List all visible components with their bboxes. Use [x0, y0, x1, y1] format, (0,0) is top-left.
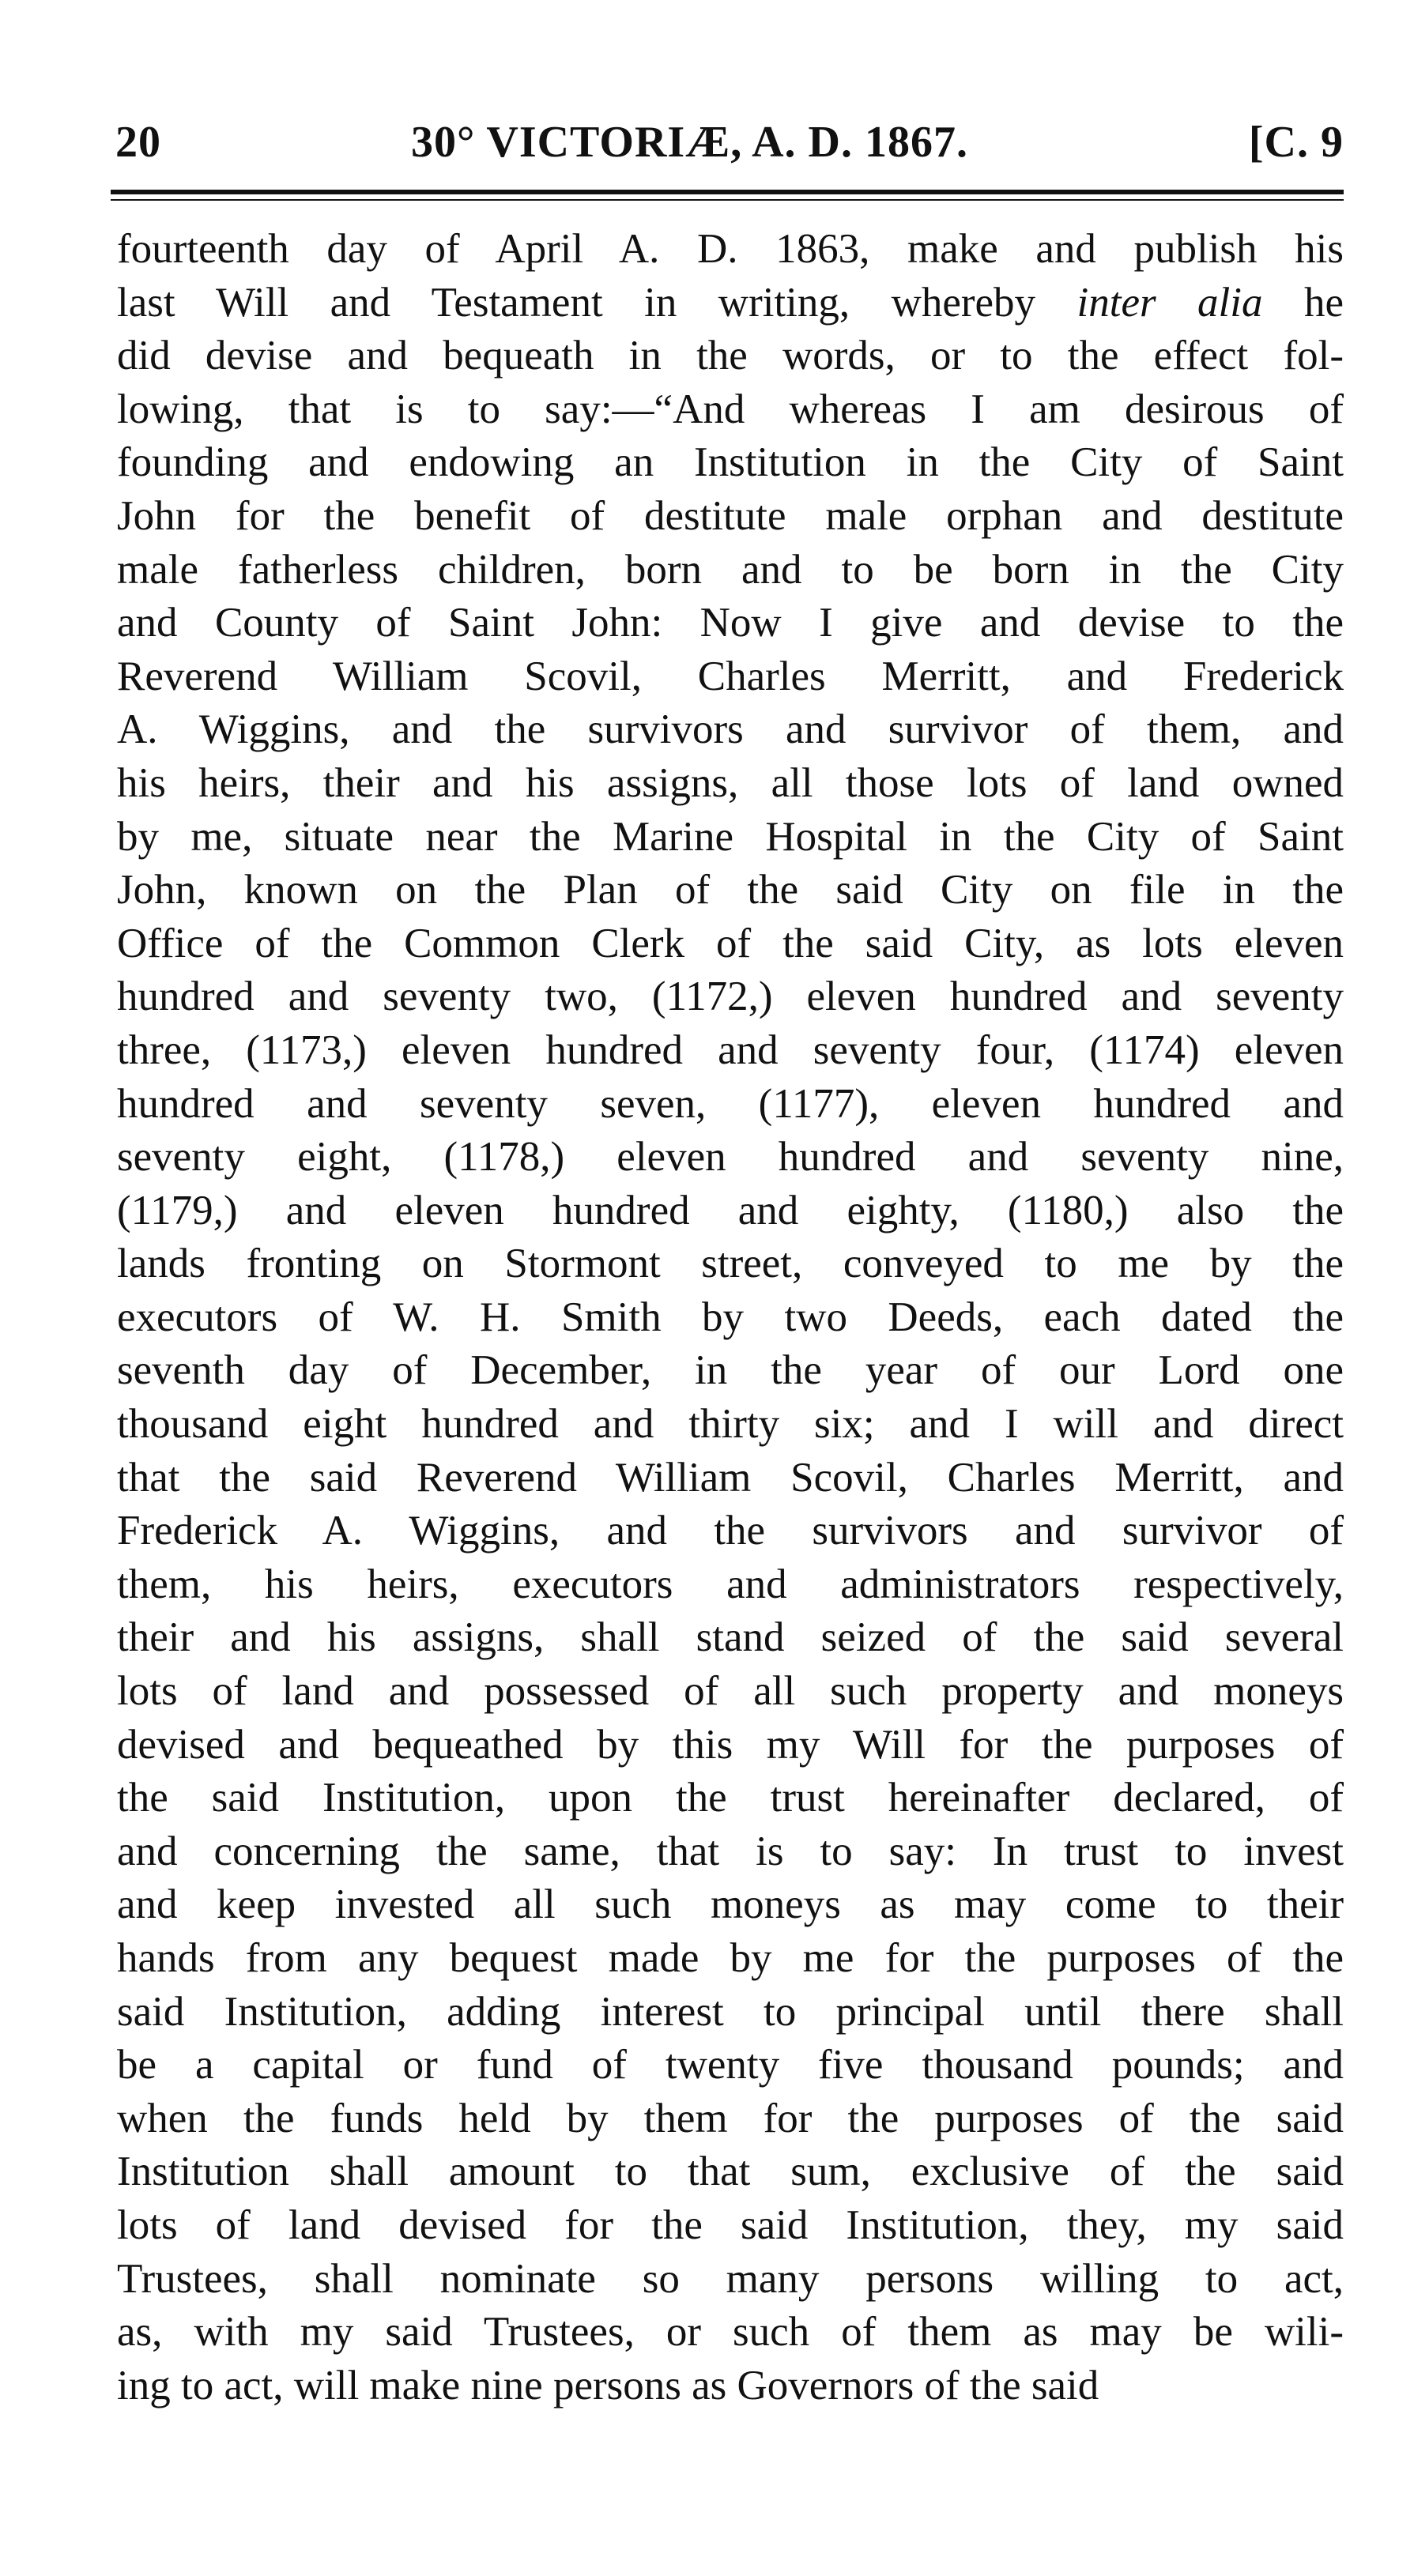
text-line [117, 1505, 1344, 1558]
header-rule-thin [111, 199, 1344, 201]
text-line [117, 2253, 1344, 2307]
text-line [117, 917, 1344, 971]
text-line [117, 703, 1344, 757]
text-segment: be a capital or fund of twenty five thousand pounds; and [117, 2042, 1344, 2088]
text-segment: ing to act, will make nine persons as Governors of the said [117, 2362, 1099, 2408]
text-segment: three, (1173,) eleven hundred and seventy four, (1174) eleven [117, 1026, 1344, 1073]
text-segment: said Institution, adding interest to principal until there shall [117, 1988, 1344, 2035]
text-segment: lowing, that is to say:—“And whereas I am desirous of [117, 386, 1344, 432]
text-line [117, 1398, 1344, 1452]
text-segment: hundred and seventy seven, (1177), eleven hundred and [117, 1080, 1344, 1127]
text-line [117, 650, 1344, 704]
text-line [117, 1878, 1344, 1932]
text-line [117, 811, 1344, 864]
text-line [117, 1291, 1344, 1345]
text-line [117, 223, 1344, 277]
text-line [117, 1078, 1344, 1132]
text-line [117, 1184, 1344, 1238]
text-segment: hundred and seventy two, (1172,) eleven hundred and seventy [117, 974, 1344, 1020]
text-segment: the said Institution, upon the trust hereinafter declared, of [117, 1775, 1344, 1821]
text-segment: A. Wiggins, and the survivors and survivor of them, and [117, 706, 1344, 753]
text-line [117, 2199, 1344, 2253]
text-segment: John, known on the Plan of the said City on file in the [117, 867, 1344, 913]
text-segment: lots of land and possessed of all such property and moneys [117, 1668, 1344, 1715]
text-line [117, 544, 1344, 597]
text-line [117, 2359, 1344, 2413]
text-line [117, 1611, 1344, 1665]
text-line [117, 1772, 1344, 1825]
text-segment: and concerning the same, that is to say: In trust to invest [117, 1828, 1344, 1874]
text-segment: and County of Saint John: Now I give and devise to the [117, 600, 1344, 646]
text-line [117, 2092, 1344, 2146]
text-line [117, 2039, 1344, 2092]
text-segment: male fatherless children, born and to be born in the City [117, 546, 1344, 593]
text-segment: Office of the Common Clerk of the said City, as lots eleven [117, 920, 1344, 966]
text-line [117, 1237, 1344, 1291]
chapter-reference: [C. 9 [1248, 118, 1344, 167]
text-line [117, 1558, 1344, 1612]
text-segment: Institution shall amount to that sum, exclusive of the said [117, 2149, 1344, 2195]
text-line [117, 490, 1344, 544]
text-segment: Trustees, shall nominate so many persons willing to act, [117, 2255, 1344, 2302]
text-line [117, 330, 1344, 383]
text-segment: seventh day of December, in the year of our Lord one [117, 1347, 1344, 1394]
text-line [117, 1665, 1344, 1719]
text-segment: he [1262, 279, 1344, 326]
text-segment: John for the benefit of destitute male orphan and destitute [117, 492, 1344, 539]
text-segment: fourteenth day of April A. D. 1863, make and publish his [117, 226, 1344, 272]
text-line [117, 1932, 1344, 1986]
italic-phrase: inter alia [1077, 279, 1263, 326]
header-rule-thick [111, 190, 1344, 194]
text-line [117, 436, 1344, 490]
text-segment: did devise and bequeath in the words, or to the effect fol- [117, 333, 1344, 379]
text-line [117, 277, 1344, 330]
body-text [117, 223, 1344, 2412]
text-segment: lands fronting on Stormont street, conveyed to me by the [117, 1241, 1344, 1287]
text-line [117, 1344, 1344, 1398]
text-segment: Reverend William Scovil, Charles Merritt, and Frederick [117, 653, 1344, 699]
running-title: 30° VICTORIÆ, A. D. 1867. [411, 118, 968, 167]
text-line [117, 2145, 1344, 2199]
text-segment: Frederick A. Wiggins, and the survivors and survivor of [117, 1508, 1344, 1554]
text-line [117, 1452, 1344, 1505]
text-segment: them, his heirs, executors and administrators respectively, [117, 1561, 1344, 1607]
page-header [111, 117, 1344, 180]
text-line [117, 864, 1344, 917]
text-segment: his heirs, their and his assigns, all those lots of land owned [117, 759, 1344, 806]
text-line [117, 1986, 1344, 2039]
text-segment: last Will and Testament in writing, whereby [117, 279, 1077, 326]
text-segment: executors of W. H. Smith by two Deeds, each dated the [117, 1294, 1344, 1340]
text-line [117, 1024, 1344, 1078]
text-line [117, 2306, 1344, 2359]
text-line [117, 597, 1344, 650]
text-segment: by me, situate near the Marine Hospital in the City of Saint [117, 813, 1344, 860]
text-segment: devised and bequeathed by this my Will for the purposes of [117, 1721, 1344, 1768]
page-number: 20 [115, 118, 161, 167]
text-line [117, 1131, 1344, 1184]
text-segment: when the funds held by them for the purposes of the said [117, 2095, 1344, 2141]
text-segment: that the said Reverend William Scovil, Charles Merritt, and [117, 1454, 1344, 1501]
text-segment: and keep invested all such moneys as may come to their [117, 1881, 1344, 1928]
text-segment: (1179,) and eleven hundred and eighty, (1180,) also the [117, 1187, 1344, 1233]
text-line [117, 1825, 1344, 1879]
text-segment: as, with my said Trustees, or such of them as may be wili- [117, 2309, 1344, 2356]
text-line [117, 757, 1344, 811]
text-line [117, 383, 1344, 437]
text-line [117, 1719, 1344, 1772]
text-segment: seventy eight, (1178,) eleven hundred and seventy nine, [117, 1134, 1344, 1181]
text-segment: their and his assigns, shall stand seized of the said several [117, 1614, 1344, 1661]
text-segment: lots of land devised for the said Institution, they, my said [117, 2201, 1344, 2248]
text-segment: founding and endowing an Institution in the City of Saint [117, 439, 1344, 486]
text-segment: hands from any bequest made by me for the purposes of the [117, 1935, 1344, 1981]
text-line [117, 970, 1344, 1024]
text-segment: thousand eight hundred and thirty six; and I will and direct [117, 1401, 1344, 1448]
